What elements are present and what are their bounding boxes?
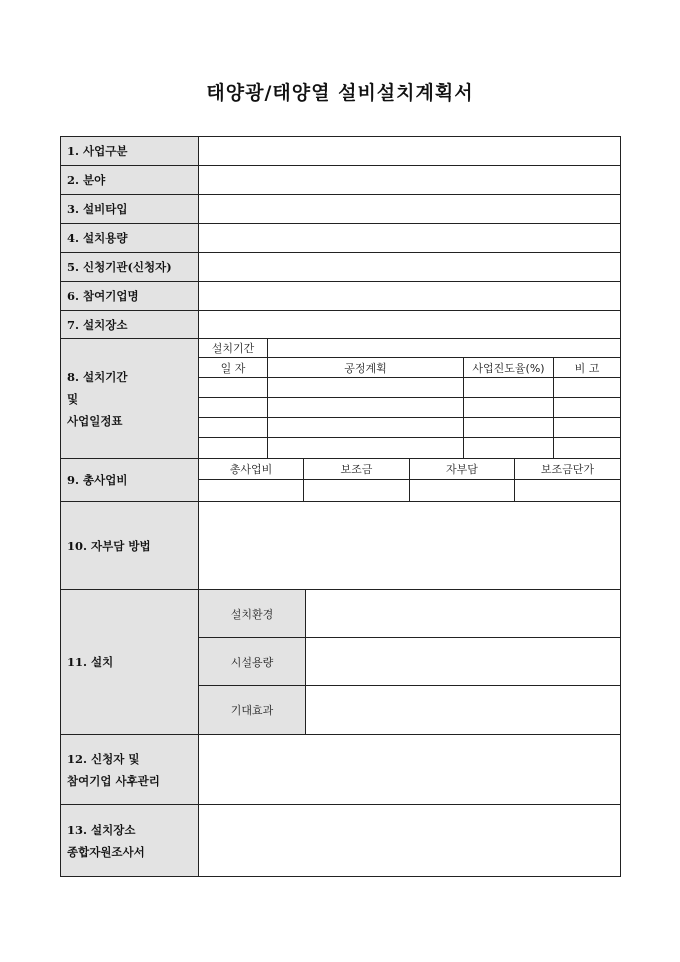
field-expected-effect[interactable] xyxy=(305,685,621,735)
field-business-type[interactable] xyxy=(198,136,621,166)
field-equipment-type[interactable] xyxy=(198,194,621,224)
label-field: 2. 분야 xyxy=(60,165,199,195)
label-install-period: 설치기간 xyxy=(198,338,268,358)
label-resource-survey xyxy=(60,804,199,877)
label-schedule-line2: 및 xyxy=(67,391,79,406)
label-capacity: 4. 설치용량 xyxy=(60,223,199,253)
field-participant-company[interactable] xyxy=(198,281,621,311)
field-install-location[interactable] xyxy=(198,310,621,339)
label-aftercare-line1: 12. 신청자 및 xyxy=(67,751,140,766)
schedule-cell[interactable] xyxy=(463,377,554,398)
schedule-cell[interactable] xyxy=(463,437,554,459)
field-install-period[interactable] xyxy=(267,338,621,358)
label-equipment-type: 3. 설비타입 xyxy=(60,194,199,224)
label-install-location: 7. 설치장소 xyxy=(60,310,199,339)
field-aftercare[interactable] xyxy=(198,734,621,805)
schedule-cell[interactable] xyxy=(463,417,554,438)
schedule-cell[interactable] xyxy=(198,377,268,398)
schedule-cell[interactable] xyxy=(267,397,464,418)
label-expected-effect: 기대효과 xyxy=(198,685,306,735)
field-field[interactable] xyxy=(198,165,621,195)
label-participant-company: 6. 참여기업명 xyxy=(60,281,199,311)
schedule-cell[interactable] xyxy=(267,417,464,438)
schedule-cell[interactable] xyxy=(553,437,621,459)
field-total-cost[interactable] xyxy=(198,479,304,502)
header-process-plan: 공정계획 xyxy=(267,357,464,378)
schedule-cell[interactable] xyxy=(267,437,464,459)
header-remarks: 비 고 xyxy=(553,357,621,378)
header-total-cost: 총사업비 xyxy=(198,458,304,480)
field-install-environment[interactable] xyxy=(305,589,621,638)
schedule-cell[interactable] xyxy=(553,397,621,418)
label-resource-survey-line2: 종합자원조사서 xyxy=(67,844,145,859)
page-title: 태양광/태양열 설비설치계획서 xyxy=(206,82,474,104)
label-facility-capacity: 시설용량 xyxy=(198,637,306,686)
header-date: 일 자 xyxy=(198,357,268,378)
label-business-type: 1. 사업구분 xyxy=(60,136,199,166)
header-subsidy: 보조금 xyxy=(303,458,410,480)
label-schedule-line1: 8. 설치기간 xyxy=(67,369,128,384)
field-subsidy[interactable] xyxy=(303,479,410,502)
field-capacity[interactable] xyxy=(198,223,621,253)
schedule-cell[interactable] xyxy=(267,377,464,398)
label-resource-survey-line1: 13. 설치장소 xyxy=(67,822,136,837)
schedule-cell[interactable] xyxy=(553,377,621,398)
schedule-cell[interactable] xyxy=(198,417,268,438)
label-self-payment-method: 10. 자부담 방법 xyxy=(60,501,199,590)
label-total-cost: 9. 총사업비 xyxy=(60,458,199,502)
field-applicant[interactable] xyxy=(198,252,621,282)
field-self-payment-method[interactable] xyxy=(198,501,621,590)
field-resource-survey[interactable] xyxy=(198,804,621,877)
header-self-payment: 자부담 xyxy=(409,458,515,480)
field-self-payment[interactable] xyxy=(409,479,515,502)
label-install-environment: 설치환경 xyxy=(198,589,306,638)
schedule-cell[interactable] xyxy=(198,437,268,459)
label-aftercare xyxy=(60,734,199,805)
field-facility-capacity[interactable] xyxy=(305,637,621,686)
field-subsidy-unit-price[interactable] xyxy=(514,479,621,502)
schedule-cell[interactable] xyxy=(463,397,554,418)
header-subsidy-unit-price: 보조금단가 xyxy=(514,458,621,480)
label-aftercare-line2: 참여기업 사후관리 xyxy=(67,773,160,788)
schedule-cell[interactable] xyxy=(553,417,621,438)
label-schedule-line3: 사업일정표 xyxy=(67,413,123,428)
header-progress-rate: 사업진도율(%) xyxy=(463,357,554,378)
label-applicant: 5. 신청기관(신청자) xyxy=(60,252,199,282)
schedule-cell[interactable] xyxy=(198,397,268,418)
label-schedule xyxy=(60,338,199,459)
label-installation: 11. 설치 xyxy=(60,589,199,735)
